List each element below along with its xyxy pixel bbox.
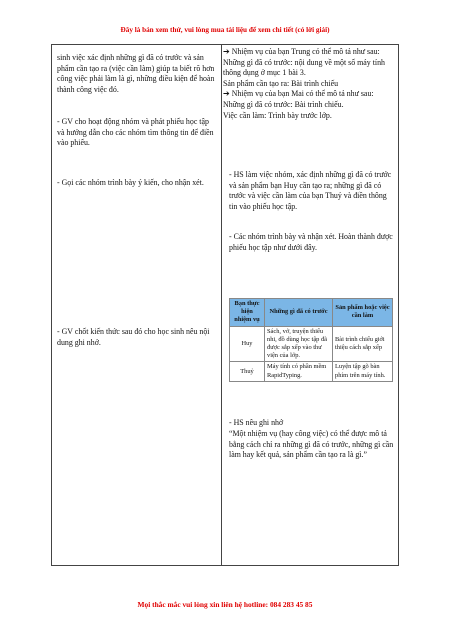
row-do: Bài trình chiếu giới thiệu cách sắp xếp xyxy=(333,326,393,362)
worksheet-table xyxy=(229,298,393,382)
lesson-table xyxy=(51,44,399,566)
trung-product-text: Sản phẩm cần tạo ra: Bài trình chiếu xyxy=(223,78,339,88)
trung-task-block xyxy=(223,47,395,121)
groups-present-text: - Các nhóm trình bày và nhận xét. Hoàn thành được phiếu học tập như dưới đây. xyxy=(229,232,393,252)
group-activity-text: - GV cho hoạt động nhóm và phát phiếu học tập và hướng dẫn cho các nhóm tìm thông tin để điền vào phiếu. xyxy=(57,117,214,148)
right-arrow-icon: ➔ xyxy=(223,47,230,56)
row-have: Máy tính có phần mềm RapidTyping. xyxy=(265,362,333,381)
row-have: Sách, vở, truyện thiếu nhi, đồ dùng học tập đã được sắp xếp vào thư viện của lớp. xyxy=(265,326,333,362)
row-do: Luyện tập gõ bàn phím trên máy tính. xyxy=(333,362,393,381)
table-row xyxy=(230,326,393,362)
present-text: - Gọi các nhóm trình bày ý kiến, cho nhận xét. xyxy=(57,178,204,187)
conclude-text: - GV chốt kiến thức sau đó cho học sinh nêu nội dung ghi nhớ. xyxy=(57,327,210,347)
memo-quote: “Một nhiệm vụ (hay công việc) có thể được mô tả bằng cách chỉ ra những gì đã có trước, những gì cần làm hay kết quả, sản phẩm cần tạo ra là gì.” xyxy=(229,429,394,460)
hs-memo-text: - HS nêu ghi nhớ xyxy=(229,418,284,427)
right-arrow-icon: ➔ xyxy=(223,89,230,99)
mai-task-text: Nhiệm vụ của bạn Mai có thể mô tả như sau: xyxy=(231,89,374,99)
mai-have-text: Những gì đã có trước: Bài trình chiếu. xyxy=(223,99,344,109)
header-do: Sản phẩm hoặc việc cần làm xyxy=(333,299,393,327)
mai-todo-text: Việc cần làm: Trình bày trước lớp. xyxy=(223,110,332,120)
hotline-banner: Mọi thắc mắc vui lòng xin liên hệ hotline: 084 283 45 85 xyxy=(137,600,313,609)
row-name: Huy xyxy=(230,326,265,362)
preview-banner: Đây là bản xem thử, vui lòng mua tài liệu để xem chi tiết (có lời giải) xyxy=(120,26,330,34)
intro-text: sinh việc xác định những gì đã có trước và sản phẩm cần tạo ra (việc cần làm) giúp ta biết rõ hơn công việc phải làm là gì, những điều kiện để hoàn thành công việc đó. xyxy=(57,53,215,94)
trung-have-text: Những gì đã có trước: nội dung về một số máy tính thông dụng ở mục 1 bài 3. xyxy=(223,57,385,78)
header-have: Những gì đã có trước xyxy=(265,299,333,327)
table-row xyxy=(230,362,393,381)
student-activity-cell xyxy=(222,45,399,566)
hs-work-text: - HS làm việc nhóm, xác định những gì đã có trước và sản phẩm bạn Huy cần tạo ra; những gì đã có trước và việc cần làm của bạn Thuỷ và điền thông tin vào phiếu học tập. xyxy=(229,170,392,211)
header-person: Bạn thực hiện nhiệm vụ xyxy=(230,299,265,327)
row-name: Thuỷ xyxy=(230,362,265,381)
trung-task-text: Nhiệm vụ của bạn Trung có thể mô tả như sau: xyxy=(231,47,380,56)
teacher-activity-cell xyxy=(52,45,222,566)
